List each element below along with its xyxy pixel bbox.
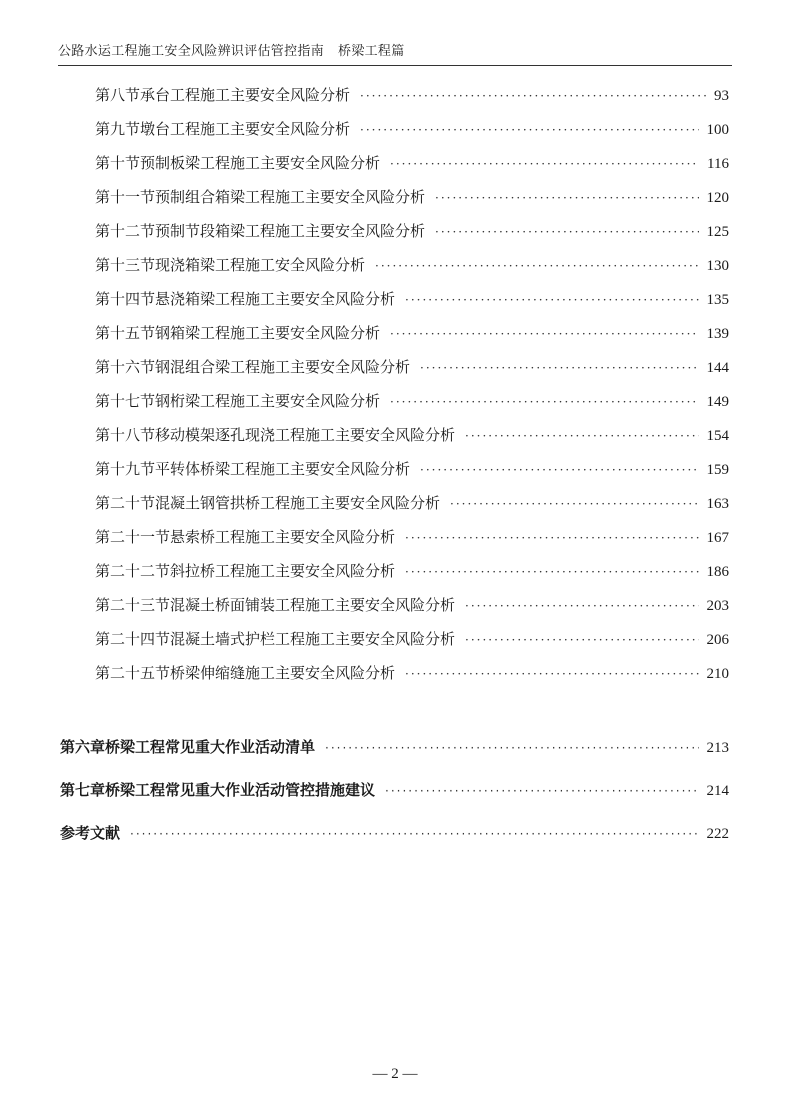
toc-entry[interactable] [95,322,729,343]
section-number: 第十八节 [95,426,156,444]
leader-dots [435,225,698,239]
section-number: 第十六节 [95,358,156,376]
leader-dots [465,599,698,613]
page-number: 100 [706,122,729,138]
section-title: 混凝土桥面铺装工程施工主要安全风险分析 [170,596,456,614]
page-number: 125 [706,224,729,240]
section-number: 第二十节 [95,494,156,512]
section-number: 第二十五节 [95,664,171,682]
section-title: 钢混组合梁工程施工主要安全风险分析 [155,358,411,376]
page-number: 186 [706,564,729,580]
running-header [58,40,405,59]
toc-chapter-entry[interactable] [60,736,729,757]
leader-dots [390,395,698,409]
page-number: 144 [706,360,729,376]
toc-references-entry[interactable] [60,822,729,843]
toc-entry[interactable] [95,356,729,377]
leader-dots [360,123,698,137]
section-number: 第十一节 [95,188,156,206]
chapter-title: 桥梁工程常见重大作业活动清单 [105,738,316,756]
section-title: 桥梁伸缩缝施工主要安全风险分析 [170,664,396,682]
volume-title: 桥梁工程篇 [338,44,405,59]
header-rule [58,65,732,66]
section-title: 平转体桥梁工程施工主要安全风险分析 [155,460,411,478]
section-title: 混凝土墙式护栏工程施工主要安全风险分析 [170,630,456,648]
leader-dots [390,157,699,171]
page-number: 130 [706,258,729,274]
toc-entry[interactable] [95,118,729,139]
section-title: 悬索桥工程施工主要安全风险分析 [170,528,396,546]
page-number: 139 [706,326,729,342]
section-number: 第二十二节 [95,562,171,580]
page-number: 214 [706,783,729,799]
chapter-title: 桥梁工程常见重大作业活动管控措施建议 [105,781,376,799]
toc-entry[interactable] [95,254,729,275]
page-number: 93 [714,88,729,104]
toc-entry[interactable] [95,84,729,105]
section-title: 预制节段箱梁工程施工主要安全风险分析 [155,222,426,240]
toc-entry[interactable] [95,526,729,547]
section-title: 预制板梁工程施工主要安全风险分析 [140,154,381,172]
leader-dots [420,463,698,477]
section-title: 斜拉桥工程施工主要安全风险分析 [170,562,396,580]
page-number: 210 [706,666,729,682]
leader-dots [390,327,698,341]
leader-dots [130,827,698,841]
section-number: 第九节 [95,120,141,138]
section-title: 承台工程施工主要安全风险分析 [140,86,351,104]
leader-dots [385,784,698,798]
section-title: 悬浇箱梁工程施工主要安全风险分析 [155,290,396,308]
page-number: 120 [706,190,729,206]
page-number: 154 [706,428,729,444]
page-number: 149 [706,394,729,410]
leader-dots [405,293,698,307]
page-number: 213 [706,740,729,756]
toc-entry[interactable] [95,390,729,411]
section-title: 钢箱梁工程施工主要安全风险分析 [155,324,381,342]
section-number: 第二十三节 [95,596,171,614]
section-title: 预制组合箱梁工程施工主要安全风险分析 [155,188,426,206]
leader-dots [450,497,698,511]
leader-dots [405,667,698,681]
leader-dots [465,633,698,647]
section-title: 墩台工程施工主要安全风险分析 [140,120,351,138]
toc-entry[interactable] [95,458,729,479]
page-number: 116 [707,156,729,172]
toc-entry[interactable] [95,594,729,615]
section-title: 混凝土钢管拱桥工程施工主要安全风险分析 [155,494,441,512]
page-number: 206 [706,632,729,648]
section-title: 移动模架逐孔现浇工程施工主要安全风险分析 [155,426,456,444]
leader-dots [360,89,706,103]
page-number: 203 [706,598,729,614]
toc-entry[interactable] [95,628,729,649]
toc-entry[interactable] [95,288,729,309]
section-number: 第八节 [95,86,141,104]
leader-dots [405,565,698,579]
section-number: 第十节 [95,154,141,172]
page-number: 163 [706,496,729,512]
references-label: 参考文献 [60,824,121,842]
page-number: 222 [706,826,729,842]
toc-chapter-entry[interactable] [60,779,729,800]
section-title: 钢桁梁工程施工主要安全风险分析 [155,392,381,410]
page-number: 167 [706,530,729,546]
leader-dots [375,259,698,273]
section-number: 第十七节 [95,392,156,410]
section-number: 第十三节 [95,256,156,274]
toc-entry[interactable] [95,492,729,513]
section-number: 第二十一节 [95,528,171,546]
section-title: 现浇箱梁工程施工安全风险分析 [155,256,366,274]
leader-dots [435,191,698,205]
page-number: 135 [706,292,729,308]
toc-entry[interactable] [95,220,729,241]
chapter-number: 第六章 [60,738,106,756]
leader-dots [465,429,698,443]
leader-dots [420,361,698,375]
toc-entry[interactable] [95,424,729,445]
page-folio: — 2 — [372,1066,418,1082]
toc-entry[interactable] [95,662,729,683]
toc-entry[interactable] [95,152,729,173]
leader-dots [325,741,698,755]
section-number: 第十九节 [95,460,156,478]
page-number: 159 [706,462,729,478]
section-number: 第二十四节 [95,630,171,648]
chapter-number: 第七章 [60,781,106,799]
toc-entry[interactable] [95,560,729,581]
section-number: 第十五节 [95,324,156,342]
section-number: 第十四节 [95,290,156,308]
toc-entry[interactable] [95,186,729,207]
book-title: 公路水运工程施工安全风险辨识评估管控指南 [58,44,325,59]
leader-dots [405,531,698,545]
section-number: 第十二节 [95,222,156,240]
